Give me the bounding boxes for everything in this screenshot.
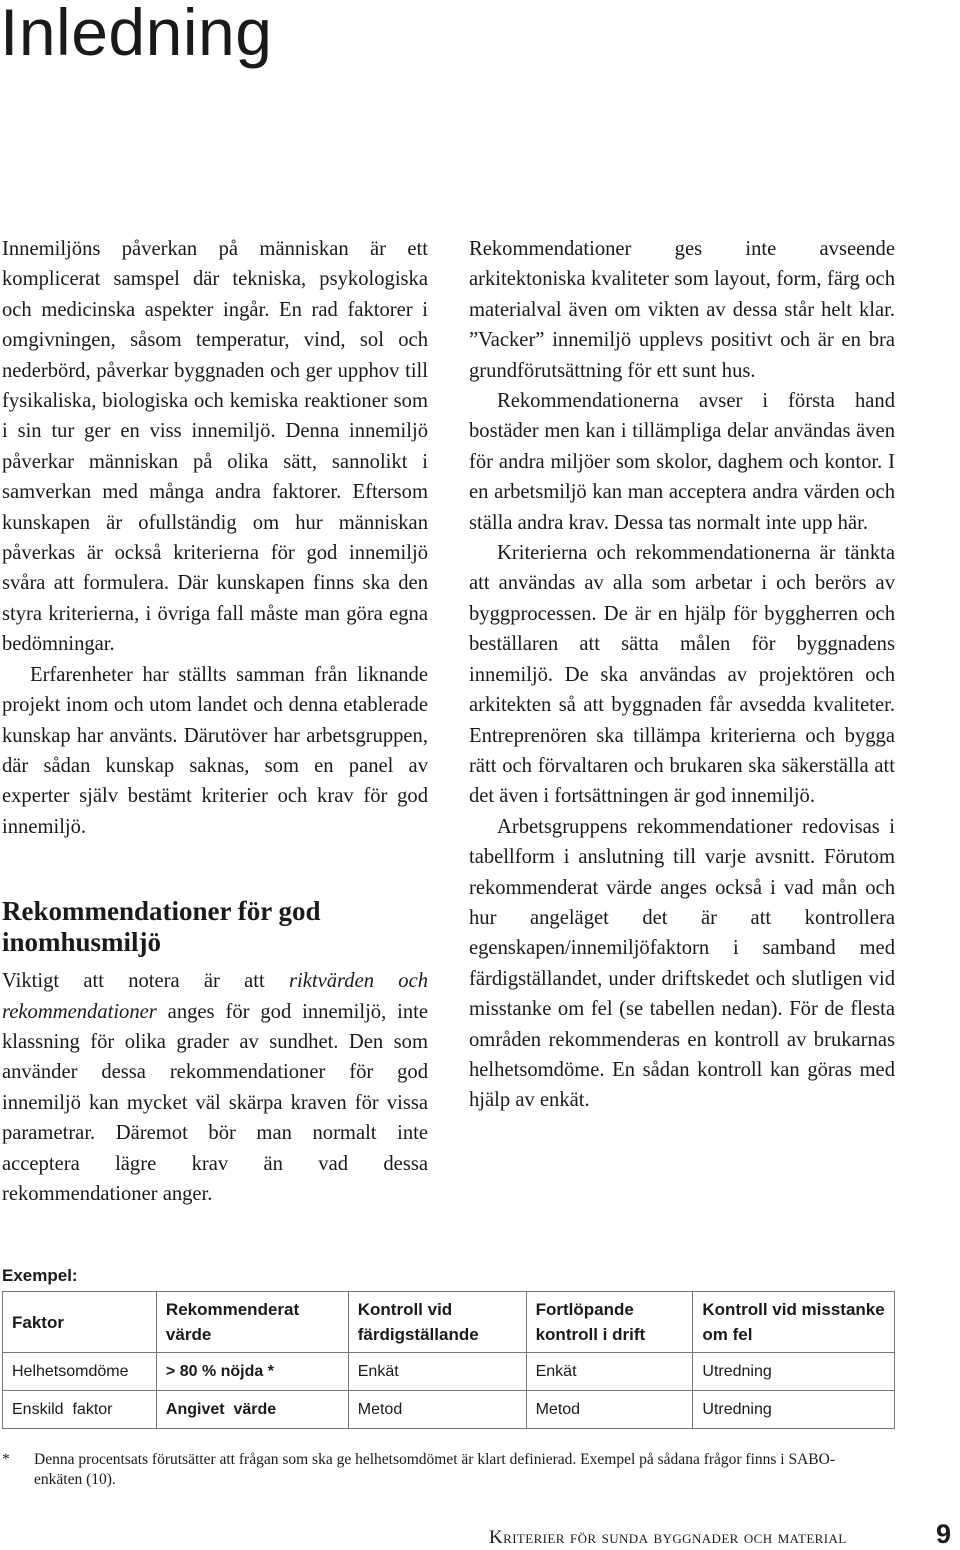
left-column: [2, 234, 428, 1209]
table-header-row: [3, 1292, 895, 1353]
table-cell: Utredning: [693, 1353, 895, 1391]
header-fault-check: Kontroll vid misstanke om fel: [693, 1292, 895, 1353]
footnote-mark: *: [2, 1451, 10, 1468]
table-cell: Enkät: [348, 1353, 526, 1391]
page-title: Inledning: [0, 0, 273, 69]
table-cell: Enkät: [526, 1353, 693, 1391]
audience-paragraph: Kriterierna och rekommendationerna är tänkta att användas av alla som arbetar i och berörs av byggprocessen. De är en hjälp för byggherren och beställaren att sätta målen för byggnadens innemiljö. De ska användas av projektören och arkitekten så att byggnaden får avsedda kvaliteter. Entreprenören ska tillämpa kriterierna och bygga rätt och förvaltaren och brukaren ska säkerställa att det även i fortsättningen är god innemiljö.: [469, 542, 895, 808]
right-column: [469, 234, 895, 1116]
scope-paragraph: Rekommendationerna avser i första hand bostäder men kan i tillämpliga delar användas även för andra miljöer som skolor, daghem och kontor. I en arbetsmiljö kan man acceptera andra värden och ställa andra krav. Dessa tas normalt inte upp här.: [469, 390, 895, 534]
section-intro-start: Viktigt att notera är att: [2, 970, 289, 993]
table-cell: Metod: [526, 1391, 693, 1429]
intro-paragraph: Innemiljöns påverkan på människan är ett komplicerat samspel där tekniska, psykologiska och medicinska aspekter ingår. En rad faktorer i omgivningen, såsom temperatur, vind, sol och nederbörd, påverkar byggnaden och ger upphov till fysikaliska, biologiska och kemiska reaktioner som i sin tur ger en viss innemiljö. Denna innemiljö påverkar människan på olika sätt, sannolikt i samverkan med många andra faktorer. Eftersom kunskapen är ofullständig om hur människan påverkas är också kriterierna för god innemiljö svåra att formulera. Där kunskapen finns ska den styra kriterierna, i övriga fall måste man göra egna bedömningar.: [2, 238, 428, 656]
architecture-paragraph: Rekommendationer ges inte avseende arkitektoniska kvaliteter som layout, form, färg och materialval även om vikten av dessa står helt klar. ”Vacker” innemiljö upplevs positivt och är en bra grundförutsättning för ett sunt hus.: [469, 238, 895, 382]
table-cell: Enskild faktor: [3, 1391, 157, 1429]
table-cell: > 80 % nöjda *: [156, 1353, 348, 1391]
table-cell: Utredning: [693, 1391, 895, 1429]
table-row: [3, 1353, 895, 1391]
table-cell: Helhetsomdöme: [3, 1353, 157, 1391]
example-table: [2, 1291, 895, 1429]
header-completion-check: Kontroll vid färdigställande: [348, 1292, 526, 1353]
table-format-paragraph: Arbetsgruppens rekommendationer redovisas i tabellform i anslutning till varje avsnitt. Förutom rekommenderat värde anges också i vad mån och hur angeläget det är att kontrollera egenskapen/innemiljöfaktorn i samband med färdigställandet, under driftskedet och slutligen vid misstanke om fel (se tabellen nedan). För de flesta områden rekommenderas en kontroll av brukarnas helhetsomdöme. En sådan kontroll kan göras med hjälp av enkät.: [469, 815, 895, 1112]
section-intro-end: anges för god innemiljö, inte klassning för olika grader av sundhet. Den som använder dessa rekommendationer för god innemiljö kan mycket väl skärpa kraven för vissa parametrar. Däremot bör man normalt inte acceptera lägre krav än vad dessa rekommendationer anger.: [2, 1000, 428, 1205]
page-number: 9: [936, 1519, 952, 1549]
table-cell: Angivet värde: [156, 1391, 348, 1429]
header-recommended-value: Rekommenderat värde: [156, 1292, 348, 1353]
section-intro-emphasis: riktvärden och rekommendationer: [2, 970, 429, 1023]
running-footer-title: Kriterier för sunda byggnader och material: [489, 1527, 847, 1548]
header-factor: Faktor: [3, 1292, 157, 1353]
header-ongoing-check: Fortlöpande kontroll i drift: [526, 1292, 693, 1353]
section-heading: Rekommendationer för god inomhusmiljö: [2, 896, 321, 958]
table-row: [3, 1391, 895, 1429]
footnote: [2, 1450, 882, 1490]
experience-paragraph: Erfarenheter har ställts samman från liknande projekt inom och utom landet och denna etablerade kunskap har använts. Därutöver har arbetsgruppen, där sådan kunskap saknas, som en panel av experter själv bestämt kriterier och krav för god innemiljö.: [2, 663, 428, 838]
example-label: Exempel:: [2, 1266, 78, 1285]
footnote-text: Denna procentsats förutsätter att frågan som ska ge helhetsomdömet är klart definierad. Exempel på sådana frågor finns i SABO-enkäten (10).: [34, 1451, 835, 1488]
table-cell: Metod: [348, 1391, 526, 1429]
section-intro-paragraph: [2, 966, 428, 1209]
